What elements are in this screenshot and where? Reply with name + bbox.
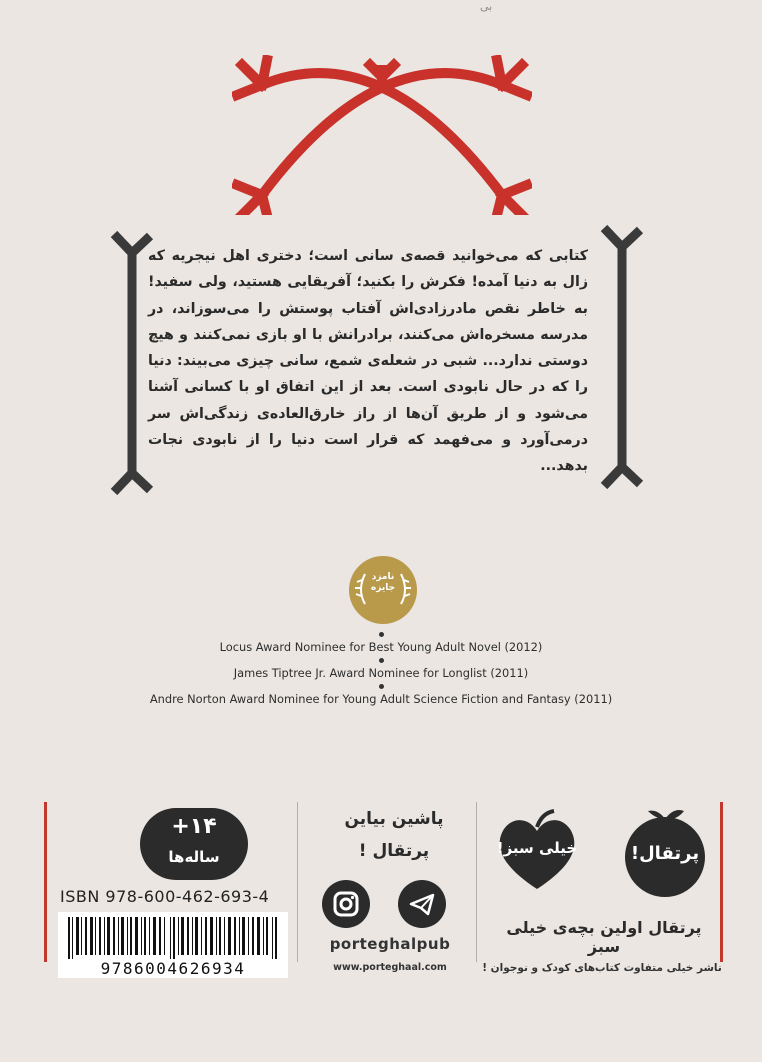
badge-label-line2: جایزه xyxy=(370,583,396,593)
age-number: +۱۴ xyxy=(171,814,217,839)
bullet-icon xyxy=(379,658,384,663)
telegram-icon[interactable] xyxy=(398,880,446,928)
award-item xyxy=(60,632,702,658)
barcode-bars-icon xyxy=(66,917,280,959)
badge-label xyxy=(363,572,403,594)
award-text: Locus Award Nominee for Best Young Adult Novel (2012) xyxy=(219,640,543,654)
badge-label-line1: نامزد xyxy=(371,572,395,582)
right-red-divider xyxy=(720,802,723,962)
series-logo-text: خیلی سبز! xyxy=(496,839,578,857)
bullet-icon xyxy=(379,684,384,689)
isbn-label: ISBN 978-600-462-693-4 xyxy=(60,887,270,906)
book-blurb: کتابی که می‌خوانید قصه‌ی سانی است؛ دختری اهل نیجریه که زال به دنیا آمده! فکرش را بکنید؛ آفریقایی هستید، ولی سفید! به خاطر نقص مادرزادی‌اش آفتاب پوستش را می‌سوزاند، در مدرسه مسخره‌اش می‌کنند، برادرانش با او بازی نمی‌کنند و هیچ دوستی ندارد... شبی در شعله‌ی شمع، سانی چیزی می‌بیند: دنیا را که در حال نابودی است. بعد از این اتفاق او با کسانی آشنا می‌شود و از طریق آن‌ها از راز خارق‌العاده‌ی زندگی‌اش سر درمی‌آورد و می‌فهمد که قرار است دنیا را از نابودی نجات بدهد... xyxy=(148,248,588,475)
series-heart-logo xyxy=(490,805,584,899)
publisher-website[interactable]: www.porteghaal.com xyxy=(333,962,447,973)
publisher-slogan xyxy=(318,803,470,867)
publisher-logo-text: پرتقال! xyxy=(630,843,700,864)
publisher-orange-logo xyxy=(618,805,712,899)
tribal-eye-symbol-icon xyxy=(232,55,532,215)
divider xyxy=(297,802,298,962)
barcode-digits: 9786004626934 xyxy=(100,959,246,978)
left-red-divider xyxy=(44,802,47,962)
age-unit: ساله‌ها xyxy=(168,848,220,866)
age-rating-badge xyxy=(140,808,248,880)
award-item xyxy=(60,658,702,684)
edge-text-fragment: بی xyxy=(480,0,493,13)
slogan-line1: پاشین بیاین xyxy=(344,809,444,829)
bullet-icon xyxy=(379,632,384,637)
instagram-icon[interactable] xyxy=(322,880,370,928)
award-item xyxy=(60,684,702,710)
social-handle: porteghalpub xyxy=(329,935,451,953)
barcode xyxy=(58,912,288,978)
right-tribal-bracket-icon xyxy=(598,222,646,492)
brand-tagline: ناشر خیلی متفاوت کتاب‌های کودک و نوجوان ! xyxy=(482,962,722,974)
brand-line: پرتقال اولین بچه‌ی خیلی سبز xyxy=(506,918,702,956)
divider xyxy=(476,802,477,962)
award-text: James Tiptree Jr. Award Nominee for Longlist (2011) xyxy=(233,666,529,680)
award-list xyxy=(60,632,702,710)
award-text: Andre Norton Award Nominee for Young Adult Science Fiction and Fantasy (2011) xyxy=(149,692,613,706)
slogan-line2: پرتقال ! xyxy=(358,841,430,861)
